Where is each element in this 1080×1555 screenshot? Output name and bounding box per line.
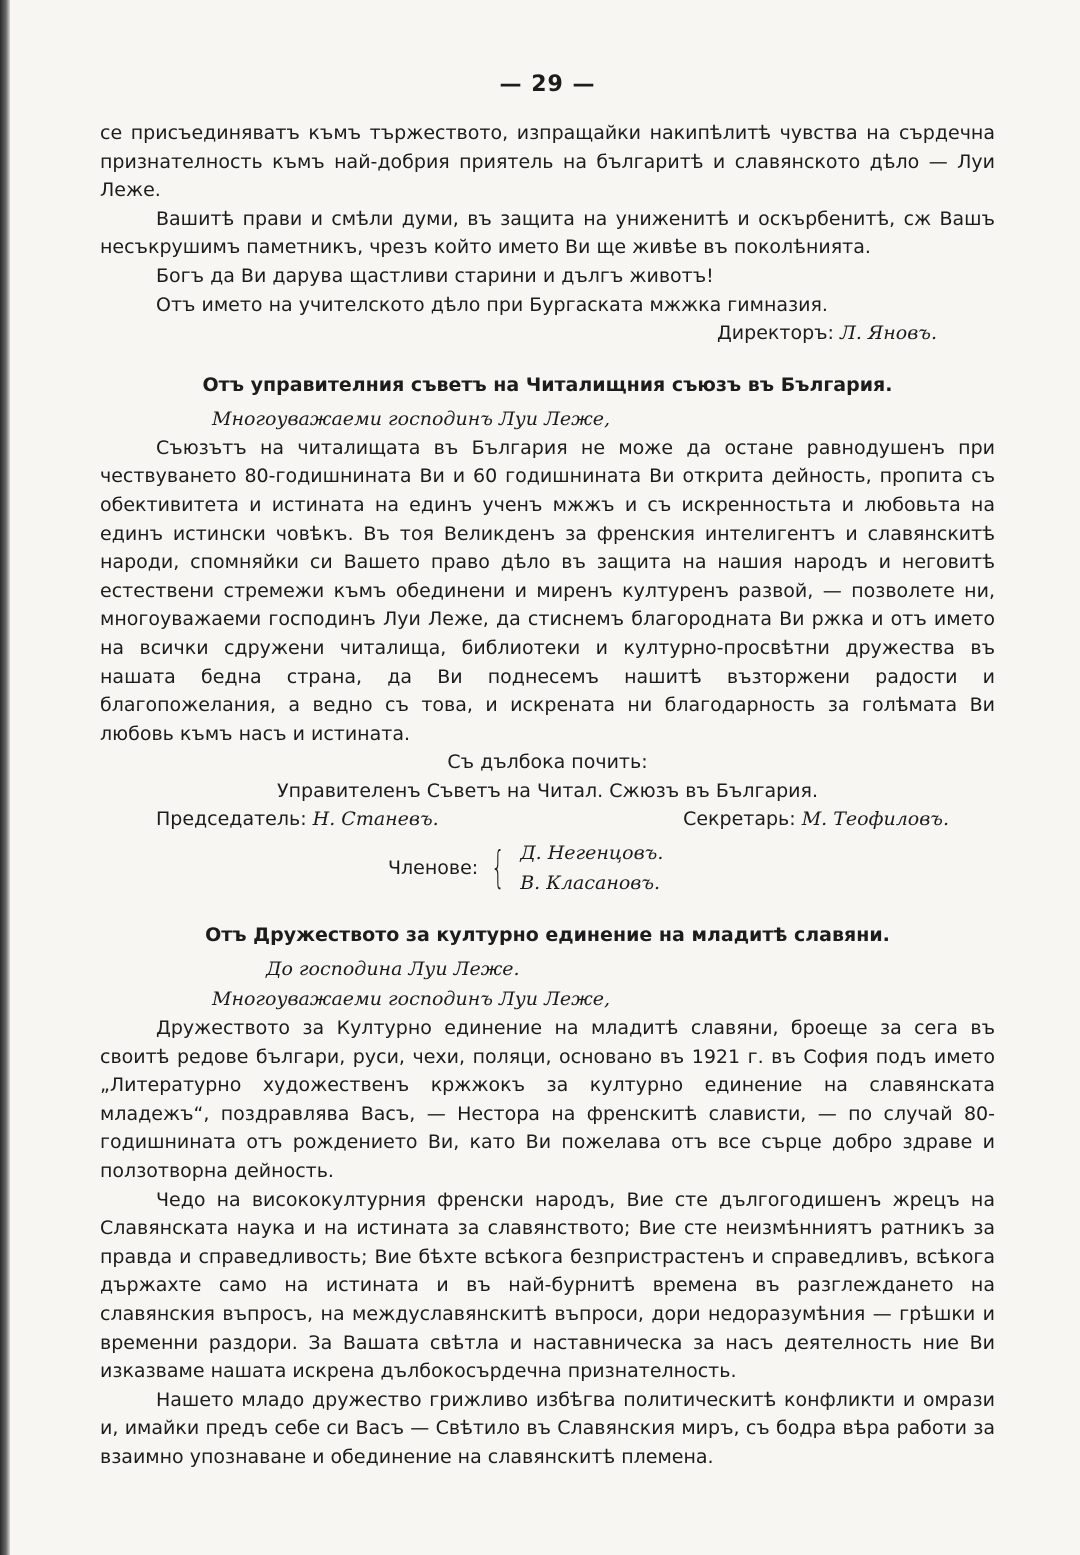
s2-member-1: Д. Негенцовъ. (520, 842, 664, 865)
s1-paragraph-3: Богъ да Ви дарува щастливи старини и дългъ животъ! (156, 264, 714, 287)
s2-member-2: В. Класановъ. (520, 872, 661, 895)
s2-members-list (520, 838, 663, 898)
s1-paragraph-2: Вашитѣ прави и смѣли думи, въ защита на униженитѣ и оскърбенитѣ, сж Вашъ несъкрушимъ паметникъ, чрезъ който името Ви ще живѣе въ поколѣнията. (100, 207, 995, 259)
s1-signature-name: Л. Яновъ. (840, 322, 937, 345)
s2-secretary-name: М. Теофиловъ. (801, 808, 949, 831)
s2-chair-name: Н. Станевъ. (312, 808, 439, 831)
s2-heading: Отъ управителния съветъ на Читалищния съюзъ въ България. (202, 373, 893, 396)
s3-paragraph-3: Нашето младо дружество грижливо избѣгва политическитѣ конфликти и омрази и, имайки предъ себе си Васъ — Свѣтило въ Славянския миръ, съ бодра вѣра работи за взаимно упознаване и обединение на славянскитѣ племена. (100, 1388, 995, 1468)
s1-paragraph-1: се присъединяватъ къмъ тържеството, изпращайки накипѣлитѣ чувства на сърдечна признателность къмъ най-добрия приятель на българитѣ и славянското дѣло — Луи Леже. (100, 122, 995, 202)
s2-council: Управителенъ Съветъ на Читал. Сжюзъ въ България. (277, 779, 818, 802)
s3-paragraph-2: Чедо на висококултурния френски народъ, Вие сте дългогодишенъ жрецъ на Славянската наука и на истината за славянството; Вие сте неизмѣнниятъ ратникъ за правда и справедливость; Вие бѣхте всѣкога безпристрастенъ и справедливъ, всѣкога държахте само на истината и въ най-бурнитѣ времена въ разглеждането на славянския въпросъ, на междуславянскитѣ въпроси, дори недоразумѣния — грѣшки и временни раздори. За Вашата свѣтла и наставническа за насъ деятелность ние Ви изказваме нашата искрена дълбокосърдечна признателность. (100, 1188, 995, 1383)
s3-paragraph-1: Дружеството за Културно единение на младитѣ славяни, броеще за сега въ своитѣ редове българи, руси, чехи, поляци, основано въ 1921 г. въ София подъ името „Литературно художественъ кржжокъ за културно единение на славянската младежъ“, поздравлява Васъ, — Нестора на френскитѣ слависти, — по случай 80-годишнината отъ рождението Ви, като Ви пожелава отъ все сърце добро здраве и ползотворна дейность. (100, 1017, 995, 1183)
brace-symbol: { (491, 842, 506, 894)
s2-officers (100, 805, 995, 834)
s2-body: Съюзътъ на читалищата въ България не може да остане равнодушенъ при чествуването 80-годишнината Ви и 60 годишнината Ви открита дейность, пропита съ обективитета и истината на единъ ученъ мжжъ и съ искренностьта и любовьта на единъ истински човѣкъ. Въ тоя Великденъ за френския интелигентъ и славянскитѣ народи, спомняйки си Вашето право дѣло въ защита на нашия народъ и неговитѣ естествени стремежи къмъ обединени и миренъ културенъ развой, — позволете ни, многоуважаеми господинъ Луи Леже, да стиснемъ благородната Ви ржка и отъ името на всички сдружени читалища, библиотеки и културно-просвѣтни дружества въ нашата бедна страна, да Ви поднесемъ нашитѣ възторжени радости и благопожелания, а ведно съ това, и искрената ни благодарность за голѣмата Ви любовь къмъ насъ и истината. (100, 436, 995, 745)
s2-members-label: Членове: (388, 857, 479, 880)
s3-heading: Отъ Дружеството за културно единение на младитѣ славяни. (205, 924, 890, 947)
book-spine-edge (0, 0, 10, 1555)
page-number: — 29 — (499, 72, 596, 97)
s2-chair-label: Председатель: (156, 808, 307, 831)
document-page (100, 72, 995, 1472)
s1-signature (100, 319, 995, 348)
s2-chair (156, 805, 439, 834)
s1-signature-label: Директоръ: (716, 322, 834, 345)
s2-salutation: Многоуважаеми господинъ Луи Леже, (212, 407, 611, 430)
s1-paragraph-4: Отъ името на учителското дѣло при Бургаската мжжка гимназия. (156, 293, 828, 316)
s3-address: До господина Луи Леже. (266, 958, 520, 981)
s2-members (388, 838, 995, 898)
s2-secretary (683, 805, 949, 834)
s3-salutation: Многоуважаеми господинъ Луи Леже, (212, 988, 611, 1011)
s2-secretary-label: Секретарь: (683, 808, 796, 831)
s2-closing: Съ дълбока почить: (447, 751, 648, 774)
